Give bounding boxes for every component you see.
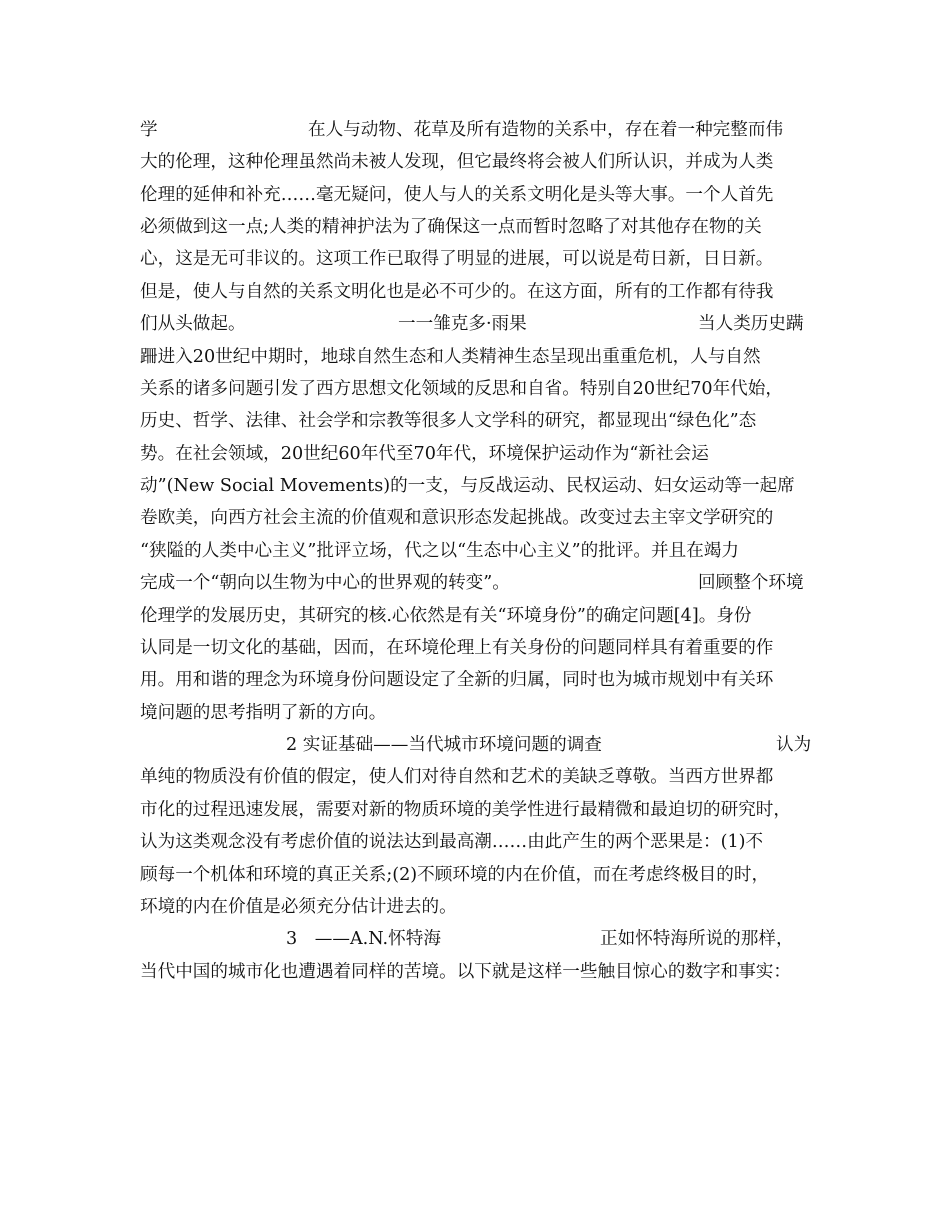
text-line-6: [140, 276, 830, 308]
text-line-14: [140, 535, 830, 567]
text-segment: 跚进入20世纪中期时，地球自然生态和人类精神生态呈现出重重危机，人与自然: [140, 347, 761, 367]
text-segment: 势。在社会领域，20世纪60年代至70年代，环境保护运动作为“新社会运: [140, 444, 709, 464]
text-segment: 正如怀特海所说的那样，: [600, 929, 794, 949]
text-line-17: [140, 632, 830, 664]
text-segment: 动”(New Social Movements)的一支，与反战运动、民权运动、妇女运动等一起席: [140, 476, 795, 496]
text-segment: 伦理学的发展历史，其研究的核.心依然是有关“环境身份”的确定问题[4]。身份: [140, 606, 752, 626]
text-segment: 关系的诸多问题引发了西方思想文化领域的反思和自省。特别自20世纪70年代始，: [140, 379, 783, 399]
text-line-3: [140, 179, 830, 211]
text-segment: 大的伦理，这种伦理虽然尚未被人发现，但它最终将会被人们所认识，并成为人类: [140, 152, 774, 172]
text-segment: 必须做到这一点;人类的精神护法为了确保这一点而暂时忽略了对其他存在物的关: [140, 217, 762, 237]
text-segment: 认同是一切文化的基础，因而，在环境伦理上有关身份的问题同样具有着重要的作: [140, 638, 774, 658]
text-segment: 认为这类观念没有考虑价值的说法达到最高潮……由此产生的两个恶果是：(1)不: [140, 832, 764, 852]
text-line-7: [140, 308, 830, 340]
attribution-whitehead: 3 ——A.N.怀特海: [286, 929, 441, 949]
text-line-18: [140, 664, 830, 696]
text-line-8: [140, 341, 830, 373]
text-line-5: [140, 243, 830, 275]
text-line-9: [140, 373, 830, 405]
text-segment: 用。用和谐的理念为环境身份问题设定了全新的归属，同时也为城市规划中有关环: [140, 670, 774, 690]
text-line-20: [140, 729, 830, 761]
text-line-11: [140, 438, 830, 470]
text-segment: 伦理的延伸和补充……毫无疑问，使人与人的关系文明化是头等大事。一个人首先: [140, 185, 774, 205]
text-segment: 历史、哲学、法律、社会学和宗教等很多人文学科的研究，都显现出“绿色化”态: [140, 411, 757, 431]
text-segment: 顾每一个机体和环境的真正关系;(2)不顾环境的内在价值，而在考虑终极目的时，: [140, 865, 770, 885]
text-segment: 环境的内在价值是必须充分估计进去的。: [140, 897, 457, 917]
text-segment: 市化的过程迅速发展，需要对新的物质环境的美学性进行最精微和最迫切的研究时，: [140, 800, 791, 820]
text-segment: 心，这是无可非议的。这项工作已取得了明显的进展，可以说是苟日新，日日新。: [140, 249, 774, 269]
text-line-22: [140, 794, 830, 826]
text-line-27: [140, 956, 830, 988]
text-line-1: [140, 114, 830, 146]
text-segment: 当人类历史蹒: [698, 314, 804, 334]
text-segment: 们从头做起。: [140, 314, 246, 334]
text-line-10: [140, 405, 830, 437]
text-line-21: [140, 761, 830, 793]
text-segment: 但是，使人与自然的关系文明化也是必不可少的。在这方面，所有的工作都有待我: [140, 282, 774, 302]
text-line-19: [140, 697, 830, 729]
text-line-4: [140, 211, 830, 243]
text-segment: 认为: [776, 735, 812, 755]
text-line-15: [140, 567, 830, 599]
text-segment: 学: [140, 120, 158, 140]
text-line-24: [140, 859, 830, 891]
text-line-12: [140, 470, 830, 502]
text-segment: 当代中国的城市化也遭遇着同样的苦境。以下就是这样一些触目惊心的数字和事实：: [140, 962, 791, 982]
text-line-25: [140, 891, 830, 923]
text-line-2: [140, 146, 830, 178]
text-line-23: [140, 826, 830, 858]
text-segment: 单纯的物质没有价值的假定，使人们对待自然和艺术的美缺乏尊敬。当西方世界都: [140, 767, 774, 787]
text-segment: 完成一个“朝向以生物为中心的世界观的转变”。: [140, 573, 510, 593]
text-segment: 回顾整个环境: [698, 573, 804, 593]
text-segment: 境问题的思考指明了新的方向。: [140, 703, 387, 723]
text-line-16: [140, 600, 830, 632]
text-segment: 在人与动物、花草及所有造物的关系中，存在着一种完整而伟: [308, 120, 784, 140]
text-line-26: [140, 923, 830, 955]
text-segment: “狭隘的人类中心主义”批评立场，代之以“生态中心主义”的批评。并且在竭力: [140, 541, 739, 561]
attribution-hugo: 一一雏克多·雨果: [398, 314, 527, 334]
section-heading-2: 2 实证基础——当代城市环境问题的调查: [286, 735, 602, 755]
text-segment: 卷欧美，向西方社会主流的价值观和意识形态发起挑战。改变过去主宰文学研究的: [140, 508, 774, 528]
text-line-13: [140, 502, 830, 534]
